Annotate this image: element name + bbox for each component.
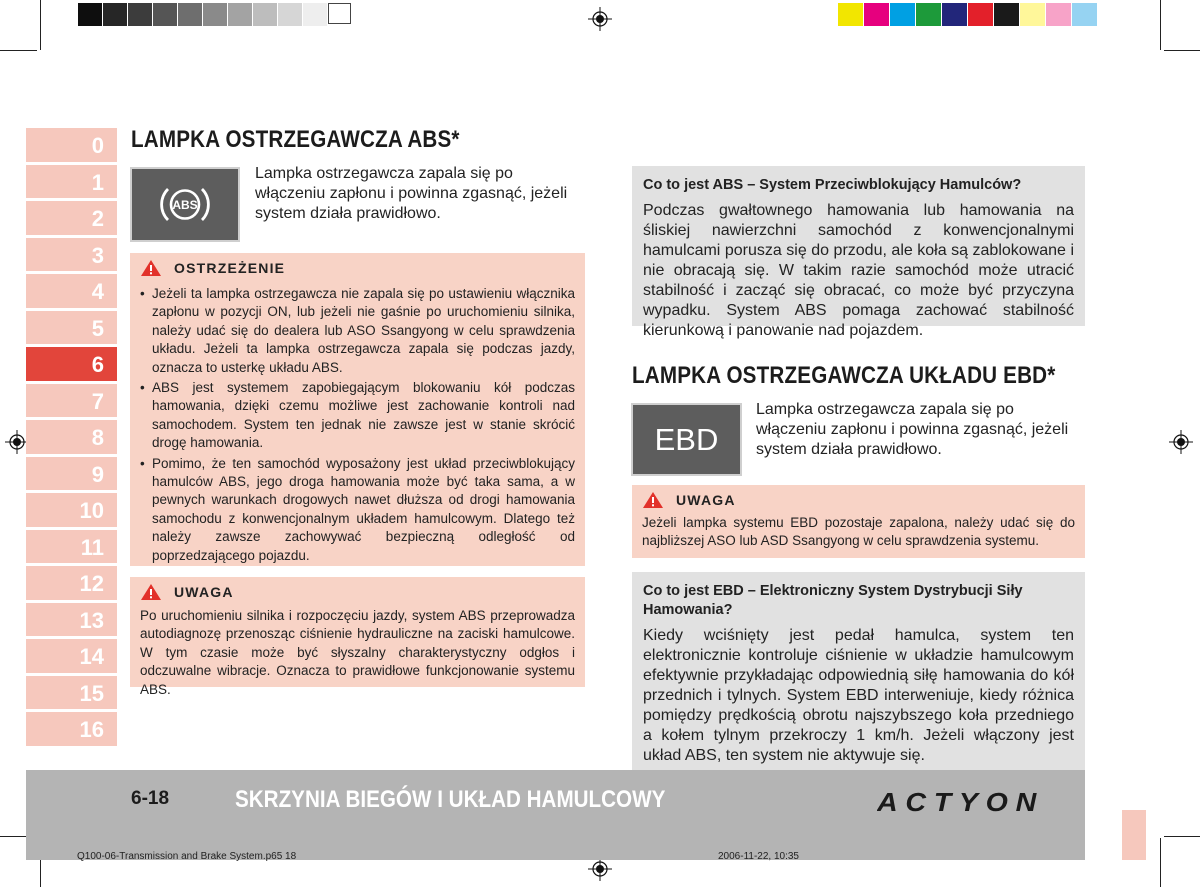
warning-triangle-icon <box>642 491 664 509</box>
print-slug-file: Q100-06-Transmission and Brake System.p65 18 <box>77 851 297 862</box>
caution-text: Po uruchomieniu silnika i rozpoczęciu jazdy, system ABS przeprowadza autodiagnozę przenosząc ciśnienie hydrauliczne na zaciski hamulcowe. W tym czasie może być słyszalny charakterystyczny odgłos i odczuwalne wibracje. Oznacza to prawidłowe funkcjonowanie systemu ABS. <box>140 608 575 697</box>
ebd-warning-lamp-icon <box>631 403 742 476</box>
ebd-lamp-description: Lampka ostrzegawcza zapala się po włączeniu zapłonu i powinna zgasnąć, jeżeli system działa prawidłowo. <box>756 401 1069 458</box>
chapter-tab[interactable]: 10 <box>26 493 117 527</box>
list-item: • Jeżeli ta lampka ostrzegawcza nie zapala się po ustawieniu włącznika zapłonu w pozycji ON, lub jeżeli nie gaśnie po uruchomieniu silnika, należy udać się do dealera lub ASO Ssangyong w celu sprawdzenia układu. Jeżeli ta lampka ostrzegawcza zapala się podczas jazdy, oznacza to usterkę układu ABS. <box>140 285 575 377</box>
chapter-tab[interactable]: 5 <box>26 311 117 345</box>
warning-heading: OSTRZEŻENIE <box>174 260 286 276</box>
crop-mark-top-left-v <box>40 0 41 50</box>
chapter-tab[interactable]: 11 <box>26 530 117 564</box>
list-item: • Pomimo, że ten samochód wyposażony jest układ przeciwblokujący hamulców ABS, jego droga hamowania może być taka sama, a w pewnych warunkach drogowych nawet dłuższa od drogi hamowania samochodu z konwencjonalnym układem hamulcowym. Dlatego też należy zawsze zachowywać bezpieczną odległość od poprzedzającego pojazdu. <box>140 455 575 565</box>
crop-mark-top-right-v <box>1160 0 1161 50</box>
footer-chapter-title: SKRZYNIA BIEGÓW I UKŁAD HAMULCOWY <box>235 786 666 813</box>
info-question: Co to jest EBD – Elektroniczny System Dystrybucji Siły Hamowania? <box>643 583 1023 618</box>
registration-mark-icon <box>588 7 612 31</box>
chapter-tab[interactable]: 12 <box>26 566 117 600</box>
crop-mark-bottom-right-h <box>1164 836 1200 837</box>
abs-warning-box <box>130 253 585 566</box>
chapter-tab[interactable]: 9 <box>26 457 117 491</box>
crop-mark-top-right-h <box>1164 50 1200 51</box>
chapter-tab[interactable]: 1 <box>26 165 117 199</box>
chapter-tab[interactable]: 13 <box>26 603 117 637</box>
warning-list <box>140 285 575 565</box>
chapter-tabs <box>26 128 117 749</box>
page-number: 6-18 <box>131 788 170 809</box>
abs-warning-lamp-icon <box>130 167 240 242</box>
crop-mark-top-left-h <box>0 50 37 51</box>
print-slug-date: 2006-11-22, 10:35 <box>718 851 799 862</box>
chapter-tab[interactable]: 3 <box>26 238 117 272</box>
abs-lamp-description: Lampka ostrzegawcza zapala się po włączeniu zapłonu i powinna zgasnąć, jeżeli system działa prawidłowo. <box>255 165 568 222</box>
abs-section-title: LAMPKA OSTRZEGAWCZA ABS* <box>131 126 460 153</box>
chapter-tab[interactable]: 7 <box>26 384 117 418</box>
chapter-tab[interactable]: 15 <box>26 676 117 710</box>
chapter-tab[interactable]: 4 <box>26 274 117 308</box>
caution-heading: UWAGA <box>676 492 736 508</box>
list-item: • ABS jest systemem zapobiegającym blokowaniu kół podczas hamowania, dzięki czemu możliwe jest zachowanie kontroli nad samochodem. System ten jednak nie zawsze jest w stanie skrócić drogę hamowania. <box>140 379 575 453</box>
info-answer: Kiedy wciśnięty jest pedał hamulca, system ten elektronicznie kontroluje ciśnienie w układzie hamulcowym efektywnie przykładając odpowiednią siłę hamowania do kół przednich i tylnych. System EBD interweniuje, kiedy różnica pomiędzy prędkością obrotu najszybszego koła przedniego a kołem tylnym przekroczy 1 km/h. Jeżeli włączony jest układ ABS, ten system nie aktywuje się. <box>643 627 1074 764</box>
brand-logo <box>877 790 1072 814</box>
chapter-tab-active[interactable]: 6 <box>26 347 117 381</box>
chapter-tab[interactable]: 8 <box>26 420 117 454</box>
chapter-tab[interactable]: 2 <box>26 201 117 235</box>
chapter-tab[interactable]: 14 <box>26 639 117 673</box>
caution-text: Jeżeli lampka systemu EBD pozostaje zapalona, należy udać się do najbliższej ASO lub ASD Ssangyong w celu sprawdzenia systemu. <box>642 515 1075 549</box>
registration-mark-icon <box>1169 430 1193 454</box>
chapter-tab[interactable]: 16 <box>26 712 117 746</box>
footer-right-tab <box>1122 810 1146 860</box>
crop-mark-bottom-right-v <box>1160 838 1161 887</box>
grayscale-color-bar <box>78 3 351 26</box>
info-question: Co to jest ABS – System Przeciwblokujący Hamulców? <box>643 177 1022 193</box>
footer-left-band <box>26 770 117 860</box>
cmyk-color-bar <box>838 3 1098 26</box>
abs-info-box <box>632 166 1085 339</box>
warning-triangle-icon <box>140 259 162 277</box>
registration-mark-icon <box>588 857 612 881</box>
chapter-tab[interactable]: 0 <box>26 128 117 162</box>
ebd-info-box <box>632 572 1085 775</box>
page-footer <box>117 770 1085 860</box>
svg-text:ACTYON: ACTYON <box>877 790 1044 814</box>
caution-heading: UWAGA <box>174 584 234 600</box>
abs-caution-box <box>130 577 585 697</box>
abs-icon-label: ABS <box>172 198 198 212</box>
ebd-caution-box <box>632 485 1085 558</box>
ebd-section-title: LAMPKA OSTRZEGAWCZA UKŁADU EBD* <box>632 362 1056 389</box>
ebd-icon-label: EBD <box>654 421 719 457</box>
warning-triangle-icon <box>140 583 162 601</box>
info-answer: Podczas gwałtownego hamowania lub hamowania na śliskiej nawierzchni samochód z konwencjonalnymi hamulcami porusza się do przodu, ale koła są zablokowane i nie obracają się. W takim razie samochód może utracić stabilność i zacząć się obracać, co może być przyczyna wypadku. System ABS pomaga zachować stabilność kierunkową i panowanie nad pojazdem. <box>643 202 1074 339</box>
